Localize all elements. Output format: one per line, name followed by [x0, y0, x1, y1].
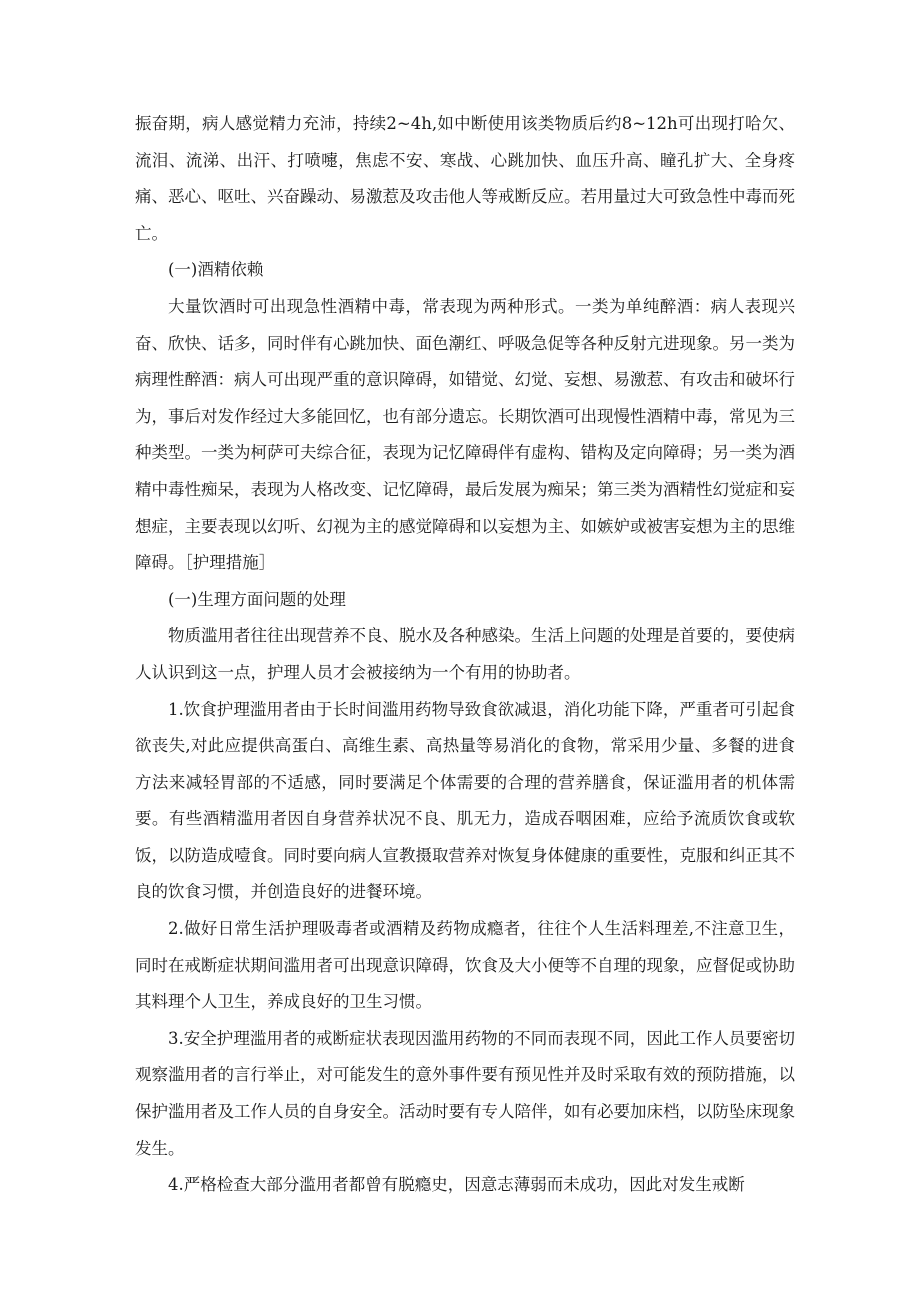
paragraph-alcohol-intoxication: 大量饮酒时可出现急性酒精中毒，常表现为两种形式。一类为单纯醉酒：病人表现兴奋、欣快、话多，同时伴有心跳加快、面色潮红、呼吸急促等各种反射亢进现象。另一类为病理性醉酒：病人可出现严重的意识障碍，如错觉、幻觉、妄想、易激惹、有攻击和破坏行为，事后对发作经过大多能回忆，也有部分遗忘。长期饮酒可出现慢性酒精中毒，常见为三种类型。一类为柯萨可夫综合征，表现为记忆障碍伴有虚构、错构及定向障碍；另一类为酒精中毒性痴呆，表现为人格改变、记忆障碍，最后发展为痴呆；第三类为酒精性幻觉症和妄想症，主要表现以幻听、幻视为主的感觉障碍和以妄想为主、如嫉妒或被害妄想为主的思维障碍。［护理措施］: [135, 296, 795, 573]
section-heading-alcohol-dependence: (一)酒精依赖: [168, 260, 264, 280]
paragraph-strict-inspection: 4.严格检查大部分滥用者都曾有脱瘾史，因意志薄弱而未成功，因此对发生戒断: [168, 1175, 745, 1195]
section-heading-physiological-care: (一)生理方面问题的处理: [168, 589, 346, 609]
paragraph-continuation: 振奋期，病人感觉精力充沛，持续2~4h,如中断使用该类物质后约8~12h可出现打哈欠、流泪、流涕、出汗、打喷嚏，焦虑不安、寒战、心跳加快、血压升高、瞳孔扩大、全身疼痛、恶心、呕吐、兴奋躁动、易激惹及攻击他人等戒断反应。若用量过大可致急性中毒而死亡。: [135, 114, 795, 243]
paragraph-daily-life-care: 2.做好日常生活护理吸毒者或酒精及药物成瘾者，往往个人生活料理差,不注意卫生，同时在戒断症状期间滥用者可出现意识障碍，饮食及大小便等不自理的现象，应督促或协助其料理个人卫生，养成良好的卫生习惯。: [135, 919, 795, 1012]
paragraph-diet-care: 1.饮食护理滥用者由于长时间滥用药物导致食欲减退，消化功能下降，严重者可引起食欲丧失,对此应提供高蛋白、高维生素、高热量等易消化的食物，常采用少量、多餐的进食方法来减轻胃部的不适感，同时要满足个体需要的合理的营养膳食，保证滥用者的机体需要。有些酒精滥用者因自身营养状况不良、肌无力，造成吞咽困难，应给予流质饮食或软饭，以防造成噎食。同时要向病人宣教摄取营养对恢复身体健康的重要性，克服和纠正其不良的饮食习惯，并创造良好的进餐环境。: [135, 699, 795, 902]
document-body: [135, 106, 795, 1204]
paragraph-safety-care: 3.安全护理滥用者的戒断症状表现因滥用药物的不同而表现不同，因此工作人员要密切观察滥用者的言行举止，对可能发生的意外事件要有预见性并及时采取有效的预防措施，以保护滥用者及工作人员的自身安全。活动时要有专人陪伴，如有必要加床档，以防坠床现象发生。: [135, 1028, 795, 1158]
paragraph-physiological-intro: 物质滥用者往往出现营养不良、脱水及各种感染。生活上问题的处理是首要的，要使病人认识到这一点，护理人员才会被接纳为一个有用的协助者。: [135, 626, 795, 682]
